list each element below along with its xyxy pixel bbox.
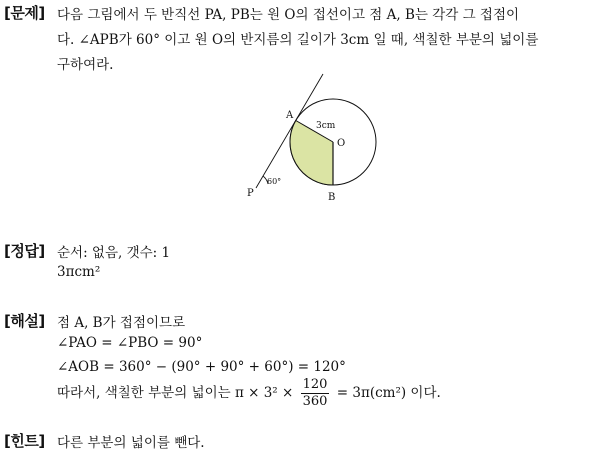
label-p: P (247, 188, 254, 199)
tangent-circle-figure (240, 70, 390, 210)
answer-line-2: 3πcm² (57, 264, 101, 280)
problem-label: [문제] (4, 4, 45, 22)
label-o: O (337, 138, 346, 149)
solution-line-1: 점 A, B가 접점이므로 (57, 315, 186, 331)
label-a: A (286, 110, 294, 121)
solution-line-4-suffix: = 3π(cm²) 이다. (336, 385, 441, 401)
problem-line-1: 다음 그림에서 두 반직선 PA, PB는 원 O의 접선이고 점 A, B는 각각 그 접점이 (57, 7, 520, 23)
answer-line-1: 순서: 없음, 갯수: 1 (57, 245, 171, 261)
fraction-numerator: 120 (302, 377, 328, 392)
solution-line-3: ∠AOB = 360° − (90° + 90° + 60°) = 120° (57, 359, 346, 375)
problem-line-3: 구하여라. (57, 57, 114, 73)
answer-label: [정답] (4, 242, 45, 260)
hint-label: [힌트] (4, 432, 45, 450)
label-b: B (328, 192, 336, 203)
problem-line-2: 다. ∠APB가 60° 이고 원 O의 반지름의 길이가 3cm 일 때, 색칠한 부분의 넓이를 (57, 32, 539, 48)
solution-line-4-prefix: 따라서, 색칠한 부분의 넓이는 π × 3² × (57, 385, 294, 401)
fraction-denominator: 360 (302, 394, 328, 409)
hint-text: 다른 부분의 넓이를 뺀다. (57, 435, 205, 451)
label-radius: 3cm (316, 121, 336, 131)
label-angle: 60° (267, 177, 282, 186)
solution-line-2: ∠PAO = ∠PBO = 90° (57, 335, 203, 351)
fraction (301, 377, 330, 410)
solution-line-4 (57, 377, 441, 410)
solution-label: [해설] (4, 312, 45, 330)
